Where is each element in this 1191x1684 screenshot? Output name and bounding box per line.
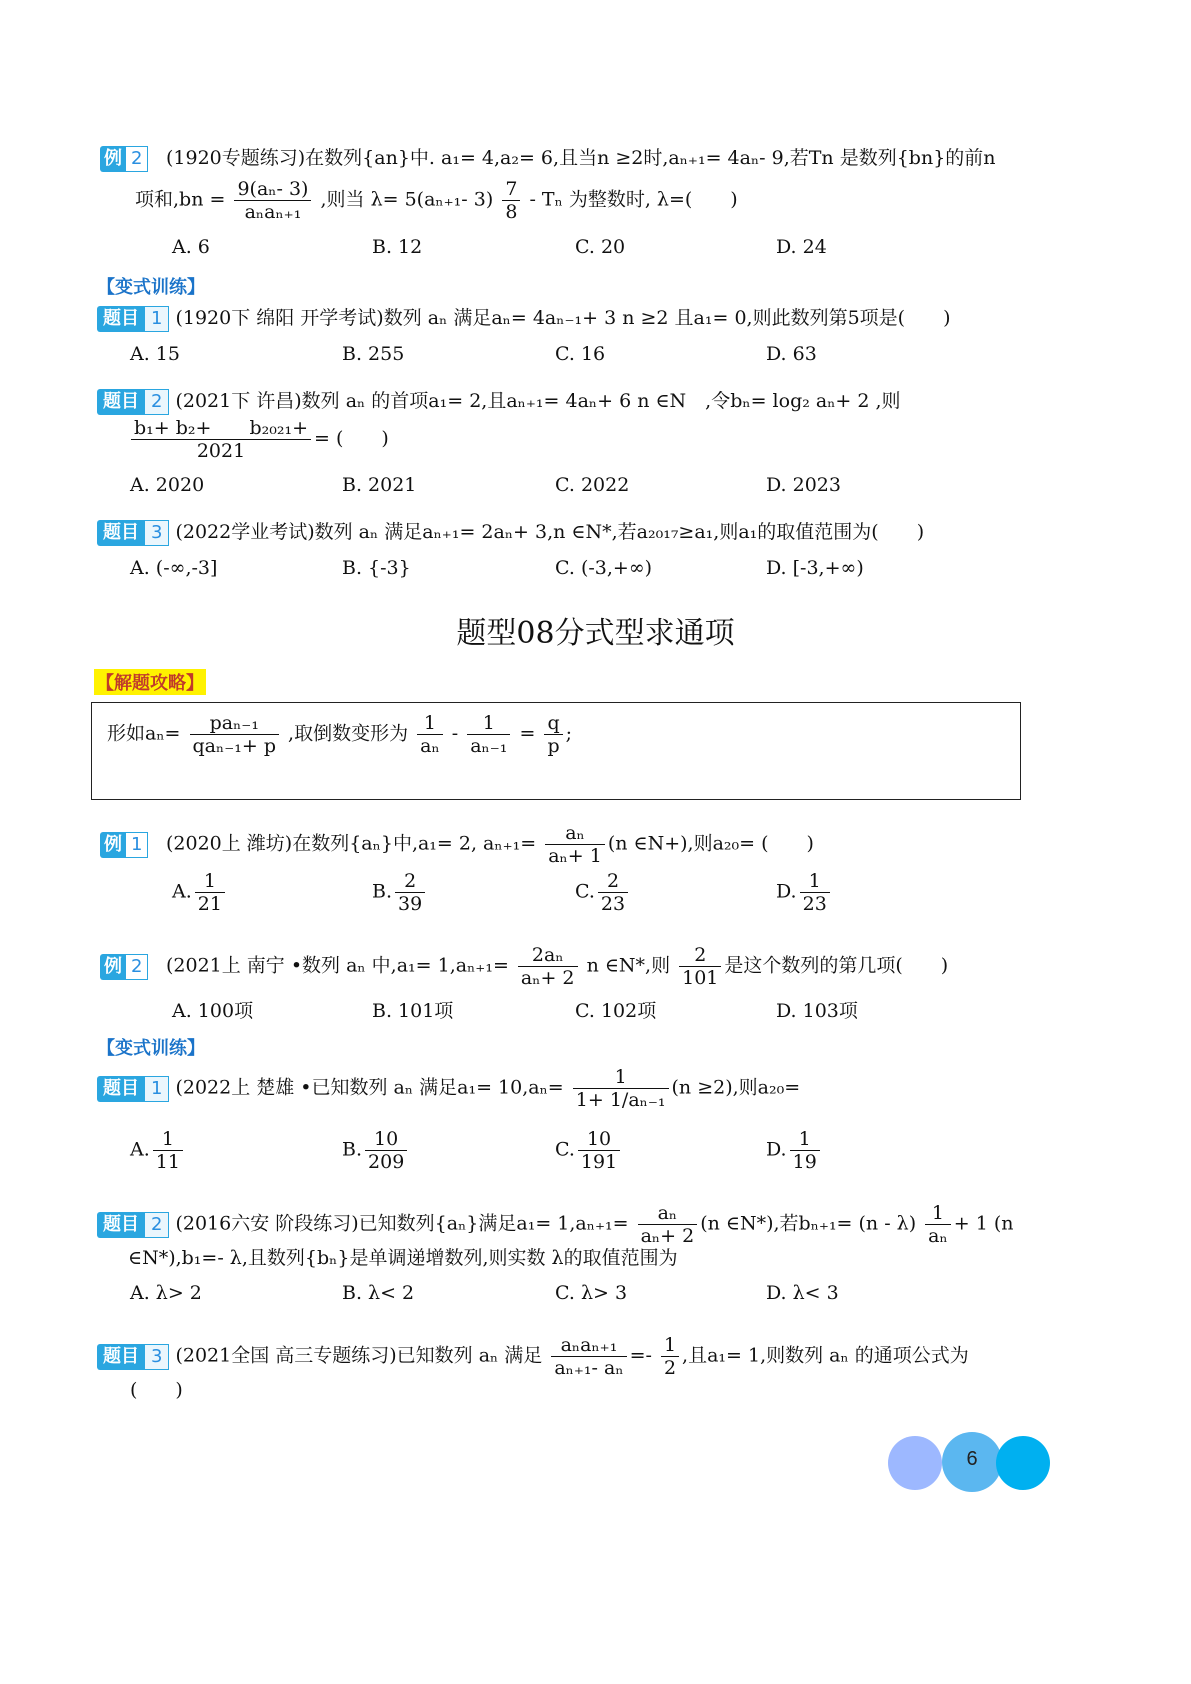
question-badge: 题目 1 [97, 306, 169, 332]
variant-training-heading: 【变式训练】 [97, 277, 205, 298]
fraction-nested: $\frac{1}{\text{1+ 1/aₙ₋₁}}$ [573, 1066, 669, 1111]
question-1b-text-pre: (2022上 楚雄 •已知数列 aₙ 满足a₁= 10,aₙ= [175, 1076, 564, 1099]
question-2-text: (2021下 许昌)数列 aₙ 的首项a₁= 2,且aₙ₊₁= 4aₙ+ 6 n ∈N ,令bₙ= log₂ aₙ+ 2 ,则 [175, 390, 901, 412]
question-3b-text-mid: =- [629, 1344, 652, 1367]
option-a: A. (-∞,-3] [130, 557, 218, 579]
option-a: A. 15 [130, 343, 180, 365]
option-b: B. λ< 2 [342, 1282, 415, 1304]
example-2-text-pre: 项和,bn = [135, 188, 226, 211]
option-d: D. λ< 3 [766, 1282, 839, 1304]
strategy-heading: 【解题攻略】 [94, 669, 206, 695]
question-1-line [97, 306, 950, 332]
strategy-text-pre: 形如aₙ= [107, 722, 181, 745]
option-b: B. $\frac{2}{39}$ [372, 870, 428, 915]
equals-sign: = [519, 722, 536, 745]
option-b: B. $\frac{10}{209}$ [342, 1128, 410, 1173]
option-a: A. 6 [172, 236, 210, 258]
question-2b-text-mid: (n ∈N*),若bₙ₊₁= (n - λ) [700, 1212, 917, 1235]
option-b: B. {-3} [342, 557, 411, 579]
example-2b-text-mid: n ∈N*,则 [580, 954, 671, 977]
question-3b-line-1 [97, 1334, 969, 1379]
option-c: C. 16 [555, 343, 606, 365]
option-d: D. $\frac{1}{23}$ [776, 870, 833, 915]
example-2-text-post: - Tₙ 为整数时, λ=( ) [529, 188, 738, 211]
option-b: B. 2021 [342, 474, 417, 496]
option-a: A. λ> 2 [130, 1282, 202, 1304]
fraction-seven-eighths: $\frac{7}{8}$ [502, 178, 520, 223]
fraction-an-over-an-plus-1: $\frac{\text{aₙ}}{\text{aₙ+ 1}}$ [545, 822, 605, 867]
page-dot-right [996, 1436, 1050, 1490]
question-1b-line [97, 1066, 800, 1111]
example-1-line [100, 822, 814, 867]
example-badge: 例 2 [100, 146, 160, 172]
fraction-q-over-p: $\frac{q}{p}$ [544, 712, 562, 757]
option-a: A. $\frac{1}{11}$ [130, 1128, 186, 1173]
question-3b-text-pre: (2021全国 高三专题练习)已知数列 aₙ 满足 [175, 1344, 543, 1367]
question-badge: 题目 2 [97, 1212, 169, 1238]
option-c: C. (-3,+∞) [555, 557, 653, 579]
option-d: D. 103项 [776, 1000, 858, 1022]
strategy-text-mid: ,取倒数变形为 [288, 722, 409, 745]
question-3b-text-post: ,且a₁= 1,则数列 aₙ 的通项公式为 [682, 1344, 969, 1367]
minus-sign: - [451, 722, 459, 745]
page-number: 6 [966, 1448, 978, 1470]
option-c: C. $\frac{10}{191}$ [555, 1128, 623, 1173]
option-c: C. 20 [575, 236, 626, 258]
fraction-one-half: $\frac{1}{2}$ [661, 1334, 679, 1379]
option-d: D. $\frac{1}{19}$ [766, 1128, 823, 1173]
example-badge: 例 2 [100, 954, 160, 980]
question-3b-line-2: ( ) [130, 1379, 183, 1401]
example-2b-text-post: 是这个数列的第几项( ) [724, 954, 949, 977]
question-2b-text-post: + 1 (n [953, 1212, 1014, 1235]
option-b: B. 101项 [372, 1000, 454, 1022]
page-dot-left [888, 1436, 942, 1490]
fraction-2an: $\frac{\text{2aₙ}}{\text{aₙ+ 2}}$ [518, 944, 578, 989]
question-2b-text-pre: (2016六安 阶段练习)已知数列{aₙ}满足a₁= 1,aₙ₊₁= [175, 1212, 629, 1235]
example-1-text-post: (n ∈N+),则a₂₀= ( ) [607, 832, 814, 855]
question-badge: 题目 2 [97, 389, 169, 415]
fraction-pa: $\frac{\text{paₙ₋₁}}{\text{qaₙ₋₁+ p}}$ [190, 712, 279, 757]
fraction-an-over-an-plus-2: $\frac{\text{aₙ}}{\text{aₙ+ 2}}$ [638, 1202, 698, 1247]
question-2-line-1 [97, 389, 901, 415]
example-2-text: (1920专题练习)在数列{an}中. a₁= 4,a₂= 6,且当n ≥2时,aₙ₊₁= 4aₙ- 9,若Tn 是数列{bn}的前n [166, 147, 996, 169]
question-2b-line-2: ∈N*),b₁=- λ,且数列{bₙ}是单调递增数列,则实数 λ的取值范围为 [128, 1247, 678, 1269]
fraction-b-sum: $\frac{\text{b₁+ b₂+ b₂₀₂₁+}}{2021}$ [131, 417, 311, 462]
example-2b-text-pre: (2021上 南宁 •数列 aₙ 中,a₁= 1,aₙ₊₁= [166, 954, 509, 977]
example-badge: 例 1 [100, 832, 160, 858]
example-2-line-2 [135, 178, 738, 223]
question-badge: 题目 1 [97, 1076, 169, 1102]
question-3-line [97, 520, 924, 546]
variant-training-heading-2: 【变式训练】 [97, 1038, 205, 1059]
question-1-text: (1920下 绵阳 开学考试)数列 aₙ 满足aₙ= 4aₙ₋₁+ 3 n ≥2 且a₁= 0,则此数列第5项是( ) [175, 307, 951, 329]
option-d: D. [-3,+∞) [766, 557, 864, 579]
fraction-bn: $\frac{\text{9(aₙ- 3)}}{\text{aₙaₙ₊₁}}$ [234, 178, 311, 223]
example-2-line-1 [100, 146, 996, 172]
fraction-product-over-difference: $\frac{\text{aₙaₙ₊₁}}{\text{aₙ₊₁- aₙ}}$ [551, 1334, 626, 1379]
option-b: B. 255 [342, 343, 405, 365]
option-a: A. $\frac{1}{21}$ [172, 870, 228, 915]
option-c: C. 102项 [575, 1000, 657, 1022]
fraction-2-over-101: $\frac{2}{101}$ [679, 944, 721, 989]
fraction-reciprocal-an: $\frac{1}{\text{aₙ}}$ [417, 712, 443, 757]
strategy-formula [107, 712, 572, 757]
option-d: D. 2023 [766, 474, 841, 496]
question-badge: 题目 3 [97, 520, 169, 546]
option-c: C. 2022 [555, 474, 630, 496]
question-3-text: (2022学业考试)数列 aₙ 满足aₙ₊₁= 2aₙ+ 3,n ∈N*,若a₂₀₁₇≥a₁,则a₁的取值范围为( ) [175, 521, 925, 543]
section-title: 题型08分式型求通项 [456, 616, 735, 651]
option-a: A. 2020 [130, 474, 205, 496]
question-1b-text-post: (n ≥2),则a₂₀= [671, 1076, 801, 1099]
fraction-reciprocal-an-1: $\frac{1}{\text{aₙ₋₁}}$ [467, 712, 510, 757]
option-b: B. 12 [372, 236, 423, 258]
option-a: A. 100项 [172, 1000, 254, 1022]
question-badge: 题目 3 [97, 1344, 169, 1370]
fraction-1-over-an: $\frac{1}{\text{aₙ}}$ [925, 1202, 951, 1247]
option-d: D. 24 [776, 236, 827, 258]
question-2-line-2 [128, 417, 389, 462]
question-2b-line-1 [97, 1202, 1013, 1247]
example-1-text-pre: (2020上 潍坊)在数列{aₙ}中,a₁= 2, aₙ₊₁= [166, 832, 537, 855]
example-2-text-mid: ,则当 λ= 5(aₙ₊₁- 3) [320, 188, 494, 211]
example-2b-line [100, 944, 948, 989]
strategy-text-end: ; [565, 722, 573, 745]
option-d: D. 63 [766, 343, 817, 365]
option-c: C. λ> 3 [555, 1282, 628, 1304]
question-2-text-2: = ( ) [314, 427, 389, 450]
option-c: C. $\frac{2}{23}$ [575, 870, 631, 915]
